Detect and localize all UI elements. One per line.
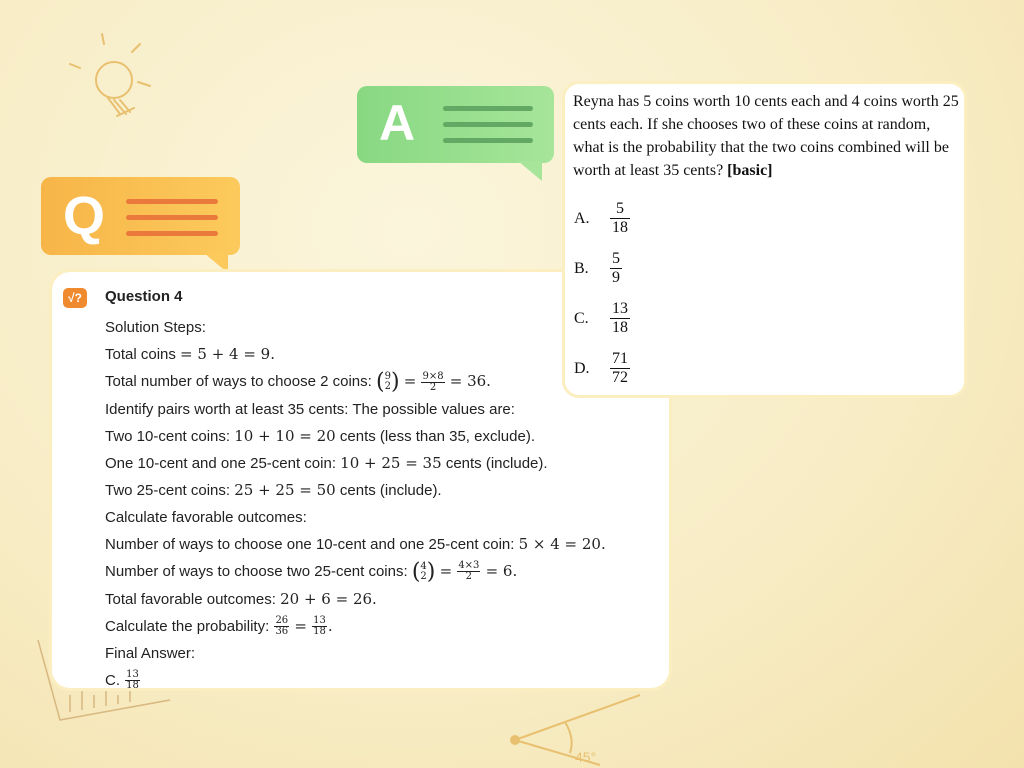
difficulty-tag: [basic] [727,162,773,179]
fraction-numerator: 26 [275,615,289,627]
solution-line [105,396,665,423]
prob-label: Calculate the probability: [105,617,270,635]
choice-a[interactable] [574,200,630,237]
solution-line [105,423,665,450]
choice-fraction [610,250,622,287]
final-choice: C. [105,671,120,689]
steps-label: Solution Steps: [105,319,206,336]
fraction-denominator: 18 [612,319,628,336]
pair1-label: Two 10-cent coins: [105,427,231,445]
fraction-denominator: 2 [465,571,473,583]
solution-title: Question 4 [105,288,183,305]
solution-line [105,477,665,504]
prob-fraction [274,616,289,637]
identify-label: Identify pairs worth at least 35 cents: The possible values are: [105,400,515,418]
fraction-numerator: 13 [126,669,139,681]
binom-bottom: 2 [384,381,391,393]
solution-line: Calculate the probability: $\frac{26}{36}$ = $\frac{13}{18}$ . [105,615,333,638]
question-bubble [41,177,240,255]
math-icon: √? [63,288,87,308]
choice-fraction [610,300,630,337]
fraction-numerator: 5 [610,200,630,219]
choice-fraction [610,350,630,387]
angle-doodle-icon [500,690,650,768]
final-answer-label: Final Answer: [105,644,196,662]
pair1-expr: 10 + 10 = 20 [234,426,336,445]
pair2-note: cents (include). [445,454,548,472]
pair3-label: Two 25-cent coins: [105,481,231,499]
calc-fav-label: Calculate favorable outcomes: [105,508,307,526]
choice-b[interactable] [574,250,622,287]
total-coins-label: Total coins [105,346,176,363]
question-bubble-line [126,231,218,236]
answer-bubble-line [443,122,533,127]
question-card [565,84,964,395]
fraction-denominator: 18 [612,219,628,236]
solution-line [105,450,665,477]
fraction-denominator: 2 [429,381,437,393]
question-bubble-line [126,199,218,204]
answer-bubble-tail [518,161,542,181]
fraction-numerator: 13 [313,615,326,627]
fraction-denominator: 72 [612,369,628,386]
choice-d[interactable] [574,350,630,387]
prob-simplified-fraction [312,616,327,637]
total-fav-expr: 20 + 6 = 26. [280,589,377,608]
answer-bubble-line [443,138,533,143]
fraction-numerator: 4×3 [458,560,480,572]
fraction-numerator: 9×8 [422,370,444,382]
fav2-fraction [457,561,480,582]
choice-label: A. [574,209,590,227]
pair2-label: One 10-cent and one 25-cent coin: [105,454,336,472]
fraction-numerator: 13 [612,300,628,317]
solution-line [105,504,665,531]
pair2-expr: 10 + 25 = 35 [340,453,442,472]
answer-bubble-line [443,106,533,111]
answer-bubble [357,86,554,163]
ways-fraction [421,372,444,393]
binom-top: 9 [384,371,391,383]
solution-line [105,640,665,667]
fav1-expr: 5 × 4 = 20. [518,534,606,553]
binom-bottom: 2 [420,571,427,583]
fraction-numerator: 5 [612,250,620,267]
total-fav-label: Total favorable outcomes: [105,590,276,608]
fav2-label: Number of ways to choose two 25-cent coins: [105,562,408,580]
angle-label: 45° [575,749,597,765]
choice-label: D. [574,359,590,377]
choice-label: C. [574,309,589,327]
question-bubble-line [126,215,218,220]
pair1-note: cents (less than 35, exclude). [339,427,535,445]
choice-fraction [610,200,630,237]
fraction-denominator: 36 [275,626,289,638]
solution-line [105,531,665,558]
pair3-note: cents (include). [339,481,442,499]
question-text [573,90,963,182]
ways-binomial: ( 9 2 ) [375,369,400,395]
question-bubble-tail [204,253,228,273]
question-bubble-letter: Q [63,186,106,246]
fav2-binomial: ( 4 2 ) [411,559,436,585]
solution-line: Number of ways to choose two 25-cent coins: ( 4 2 ) = $\frac{4\times 3}{2}$ = 6. [105,559,518,585]
choice-label: B. [574,259,589,277]
fraction-denominator: 9 [612,269,620,286]
solution-line: Total number of ways to choose 2 coins: ( 9 2 ) = $\frac{9\times 8}{2}$ = 36. [105,369,491,395]
binom-top: 4 [420,561,427,573]
question-body: Reyna has 5 coins worth 10 cents each and 4 coins worth 25 cents each. If she chooses two of these coins at random, what is the probability that the two coins combined will be worth at least 35 cents? [573,93,959,179]
fraction-denominator: 18 [126,680,139,692]
choice-c[interactable] [574,300,630,337]
lightbulb-icon [62,30,162,125]
solution-line [105,667,665,694]
fraction-denominator: 18 [313,626,326,638]
answer-bubble-letter: A [379,95,416,151]
ways-label: Total number of ways to choose 2 coins: [105,373,372,390]
fraction-numerator: 71 [612,350,628,367]
fav1-label: Number of ways to choose one 10-cent and one 25-cent coin: [105,535,515,553]
final-fraction [125,670,140,691]
fav2-result: = 6. [485,561,518,580]
solution-line [105,586,665,613]
total-coins-expr: = 5 + 4 = 9. [180,345,275,363]
pair3-expr: 25 + 25 = 50 [234,480,336,499]
ways-result: = 36. [449,372,491,390]
